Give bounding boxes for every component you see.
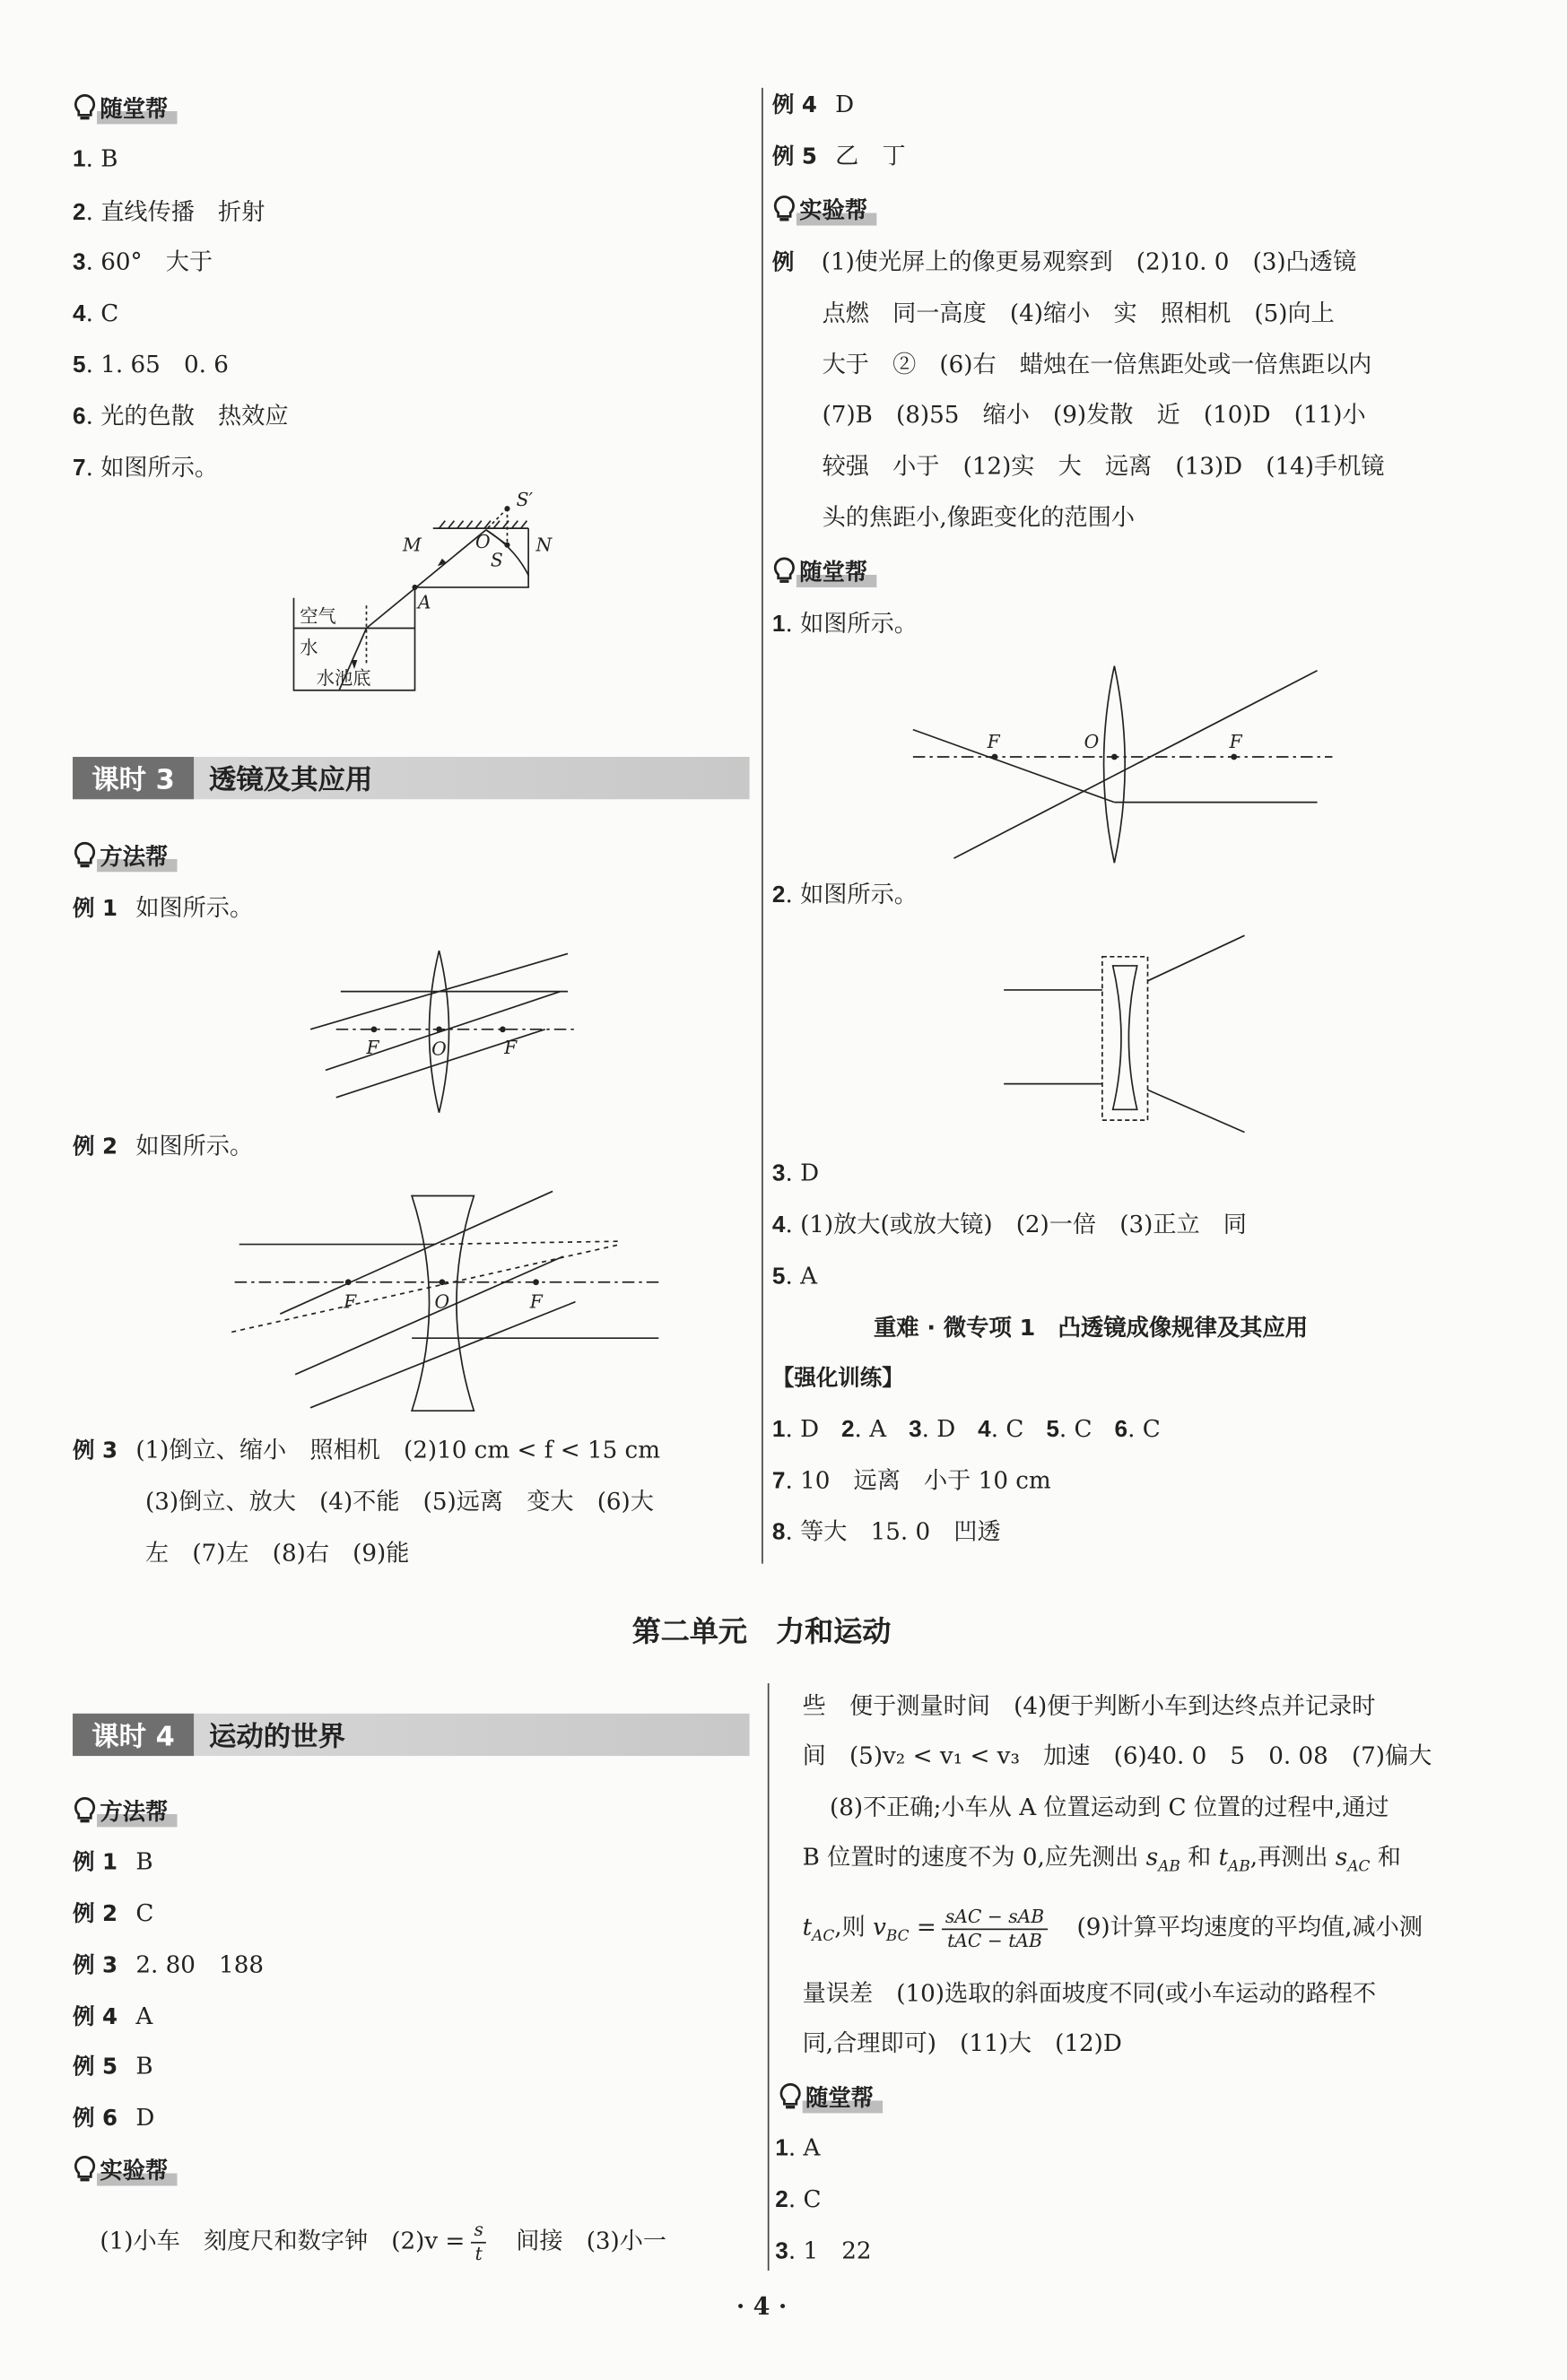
lesson-banner — [73, 1714, 750, 1756]
answer-item: 1. A — [775, 2134, 821, 2162]
example: 例 5 B — [73, 2052, 153, 2080]
example-2: 例 2 如图所示。 — [73, 1132, 254, 1160]
section-header-shiyan — [772, 192, 876, 225]
experiment-line: 头的焦距小,像距变化的范围小 — [822, 504, 1136, 532]
example: 例 6 D — [73, 2104, 155, 2132]
formula-line: $t_{AC}$,则 $v_{BC}$ = $\frac{\text{sAC − sAB}}{\text{tAC − tAB}}$ (9)计算平均速度的平均值,减小测 — [802, 1905, 1423, 1950]
answer-item: 7. 如图所示。 — [73, 454, 219, 482]
experiment-line: 间 (5)v₂ < v₁ < v₃ 加速 (6)40. 0 5 0. 08 (7)偏大 — [802, 1742, 1432, 1770]
answer-item: 4. (1)放大(或放大镜) (2)一倍 (3)正立 同 — [771, 1211, 1247, 1238]
section-label: 方法帮 — [97, 839, 177, 871]
svg-text:F: F — [344, 1290, 357, 1313]
training-label: 【强化训练】 — [771, 1367, 904, 1392]
lesson-title: 透镜及其应用 — [208, 764, 373, 796]
concave-lens-box-diagram — [0, 0, 2, 2]
column-divider — [762, 88, 763, 1564]
training-answers: 1. D 2. A 3. D 4. C 5. C 6. C — [771, 1415, 1161, 1443]
lightbulb-icon — [73, 2156, 97, 2183]
unit-title: 第二单元 力和运动 — [631, 1615, 892, 1649]
svg-text:O: O — [1084, 730, 1100, 752]
svg-text:S′: S′ — [516, 488, 534, 510]
svg-text:O: O — [475, 531, 491, 553]
section-label: 方法帮 — [97, 1794, 177, 1826]
section-header-fangfa — [73, 838, 177, 872]
section-header-shiyan — [73, 2152, 177, 2185]
experiment-line: (1)小车 刻度尺和数字钟 (2)v = $\frac{s}{t}$ 间接 (3)小一 — [100, 2219, 667, 2265]
lightbulb-icon — [73, 1797, 97, 1824]
answer-item: 3. 60° 大于 — [73, 248, 213, 276]
svg-text:M: M — [403, 534, 422, 556]
experiment-line: (7)B (8)55 缩小 (9)发散 近 (10)D (11)小 — [822, 401, 1366, 429]
special-topic-title: 重难 · 微专项 1 凸透镜成像规律及其应用 — [873, 1314, 1309, 1342]
section-header-suitang — [73, 91, 177, 124]
svg-text:S: S — [490, 549, 503, 571]
page-number: · 4 · — [736, 2291, 788, 2321]
answer-item: 5. A — [771, 1262, 817, 1290]
answer-item: 2. 直线传播 折射 — [73, 198, 266, 226]
section-header-suitang — [772, 554, 876, 587]
answer-item: 4. C — [73, 300, 119, 327]
lesson-number: 课时 3 — [73, 757, 194, 799]
svg-text:O: O — [434, 1290, 450, 1313]
section-label: 随堂帮 — [803, 2080, 883, 2112]
answer-item: 2. 如图所示。 — [771, 881, 918, 908]
section-label: 实验帮 — [97, 2153, 177, 2185]
answer-item: 3. D — [771, 1160, 820, 1187]
lightbulb-icon — [73, 842, 97, 869]
svg-text:水池底: 水池底 — [316, 666, 371, 689]
lightbulb-icon — [772, 195, 797, 222]
example-4: 例 4 D — [771, 91, 855, 118]
experiment-line: B 位置时的速度不为 0,应先测出 $s_{AB}$ 和 $t_{AB}$,再测出 $s_{AC}$ 和 — [802, 1843, 1401, 1876]
svg-text:F: F — [1229, 730, 1242, 752]
example-1: 例 1 如图所示。 — [73, 894, 254, 922]
answer-item: 5. 1. 65 0. 6 — [73, 351, 229, 378]
example: 例 4 A — [73, 2002, 153, 2030]
answer-item: 6. 光的色散 热效应 — [73, 403, 289, 430]
lightbulb-icon — [73, 94, 97, 121]
answer-item: 1. B — [73, 145, 118, 173]
section-label: 随堂帮 — [797, 555, 876, 586]
svg-text:F: F — [987, 730, 1000, 752]
svg-text:F: F — [504, 1036, 518, 1058]
lightbulb-icon — [772, 557, 797, 584]
svg-text:水: 水 — [300, 637, 318, 659]
example-3-line: 左 (7)左 (8)右 (9)能 — [145, 1539, 410, 1568]
training-answer: 7. 10 远离 小于 10 cm — [771, 1466, 1051, 1495]
example: 例 2 C — [73, 1899, 154, 1927]
svg-text:F: F — [366, 1036, 379, 1058]
lesson-number: 课时 4 — [73, 1714, 194, 1756]
svg-text:A: A — [417, 591, 431, 613]
svg-text:N: N — [535, 534, 553, 556]
section-label: 随堂帮 — [97, 91, 177, 123]
example-3: 例 3 (1)倒立、缩小 照相机 (2)10 cm < f < 15 cm — [73, 1436, 661, 1464]
lesson-banner — [73, 757, 750, 799]
example-3-line: (3)倒立、放大 (4)不能 (5)远离 变大 (6)大 — [145, 1488, 654, 1516]
training-answer: 8. 等大 15. 0 凹透 — [771, 1518, 1001, 1546]
answer-item: 1. 如图所示。 — [771, 610, 918, 638]
example-5: 例 5 乙 丁 — [771, 142, 906, 170]
lightbulb-icon — [779, 2083, 803, 2110]
example: 例 3 2. 80 188 — [73, 1950, 265, 1979]
section-label: 实验帮 — [797, 193, 876, 224]
section-header-fangfa — [73, 1794, 177, 1827]
svg-text:F: F — [529, 1290, 543, 1313]
velocity-fraction: $\frac{\text{sAC − sAB}}{\text{tAC − tAB}}$ — [943, 1905, 1048, 1951]
section-header-suitang — [779, 2080, 883, 2113]
answer-item: 2. C — [775, 2185, 822, 2213]
experiment-line: 较强 小于 (12)实 大 远离 (13)D (14)手机镜 — [822, 452, 1385, 481]
experiment-line: 同,合理即可) (11)大 (12)D — [802, 2029, 1122, 2057]
experiment-line: 量误差 (10)选取的斜面坡度不同(或小车运动的路程不 — [802, 1979, 1377, 2008]
svg-text:空气: 空气 — [300, 604, 336, 627]
svg-text:O: O — [431, 1038, 447, 1060]
experiment-line: 些 便于测量时间 (4)便于判断小车到达终点并记录时 — [802, 1692, 1376, 1720]
lesson-title: 运动的世界 — [208, 1721, 345, 1753]
example: 例 1 B — [73, 1848, 153, 1876]
experiment-line: (8)不正确;小车从 A 位置运动到 C 位置的过程中,通过 — [830, 1794, 1389, 1821]
column-divider — [768, 1683, 770, 2271]
experiment-line: 点燃 同一高度 (4)缩小 实 照相机 (5)向上 — [822, 300, 1335, 327]
answer-item: 3. 1 22 — [775, 2237, 872, 2265]
experiment-example: 例 (1)使光屏上的像更易观察到 (2)10. 0 (3)凸透镜 — [771, 248, 1357, 276]
experiment-line: 大于 ② (6)右 蜡烛在一倍焦距处或一倍焦距以内 — [822, 351, 1372, 378]
